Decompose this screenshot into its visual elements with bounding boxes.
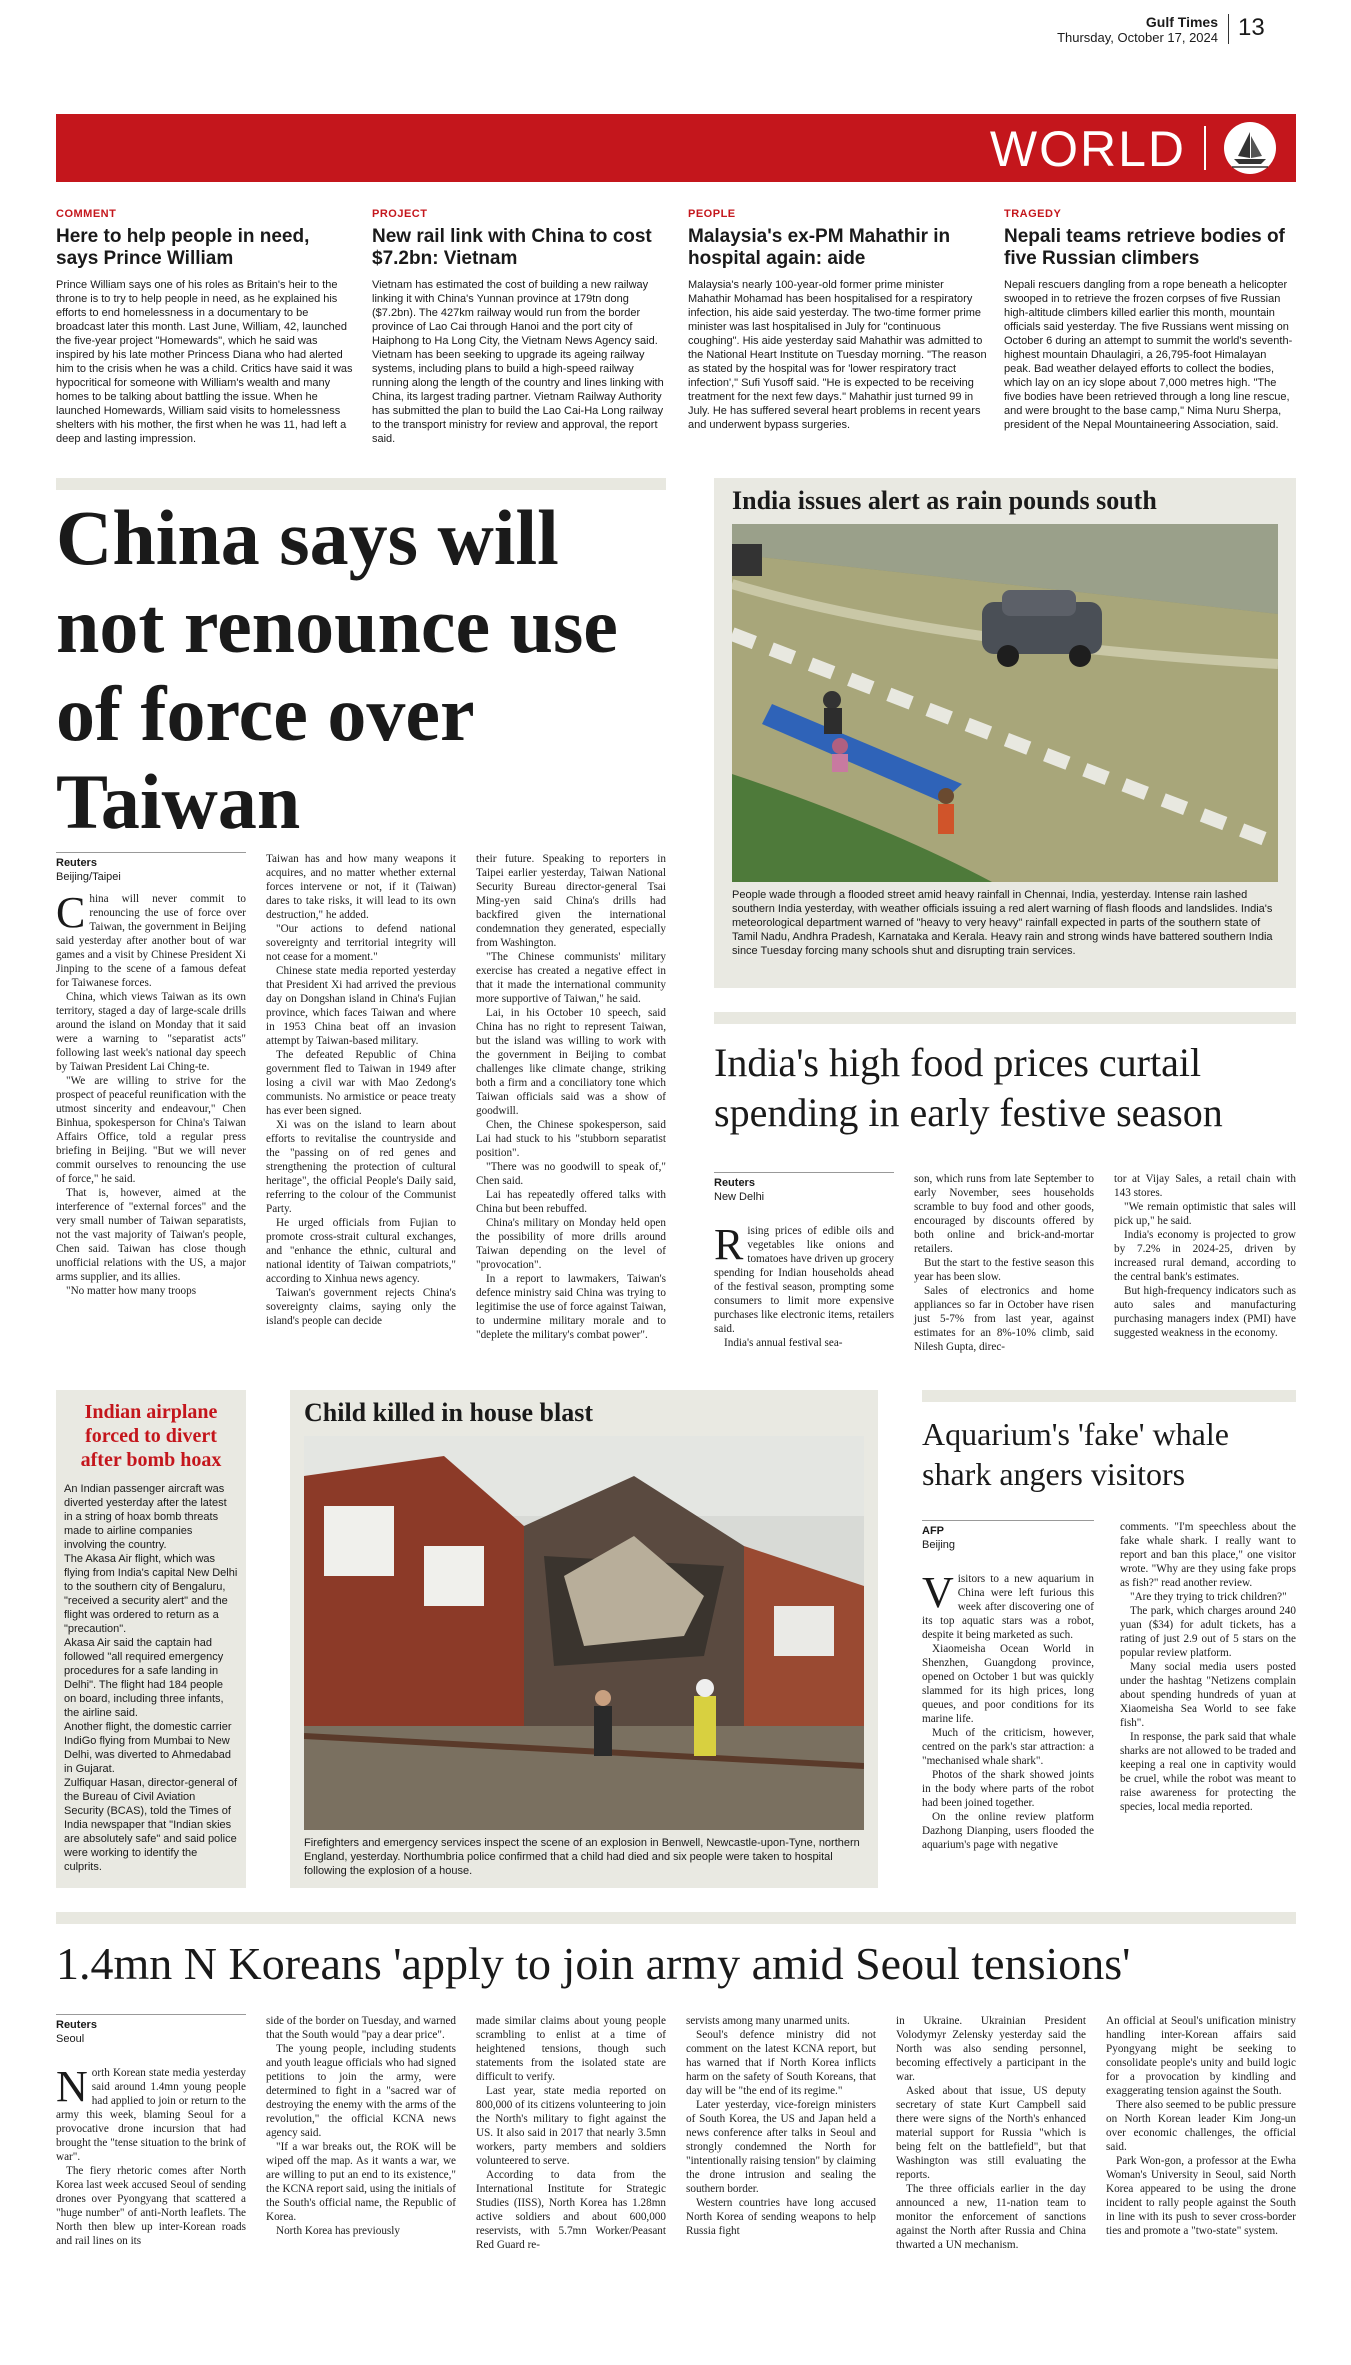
paragraph: The three officials earlier in the day announced a new, 11-nation team to monitor the enforcement of sanctions against the North after Russia and China thwarted a UN mechanism. [896, 2183, 1086, 2251]
china-col-1 [56, 888, 246, 1298]
dropcap: V [922, 1568, 954, 1617]
korea-col-2 [266, 2014, 456, 2238]
food-col-2 [914, 1172, 1094, 1354]
paragraph: Taiwan has and how many weapons it acquires, and no matter whether external forces intervene or not, if it (Taiwan) dares to take risks, it will lead to its own destruction," he added. [266, 853, 456, 921]
paragraph: Later yesterday, vice-foreign ministers of South Korea, the US and Japan held a news conference after talks in Seoul and strongly condemned the North for "intentionally raising tension" by claiming the drone intrusion and sealing the southern border. [686, 2099, 876, 2195]
banner-divider [1204, 126, 1206, 170]
section-title: WORLD [989, 121, 1186, 177]
page-number: 13 [1238, 14, 1265, 41]
paragraph: "There was no goodwill to speak of," Chen said. [476, 1161, 666, 1187]
story-rule [922, 1390, 1296, 1402]
dropcap: R [714, 1220, 744, 1269]
byline-agency: Reuters [56, 857, 97, 869]
section-banner [56, 114, 1296, 182]
paragraph: their future. Speaking to reporters in Taipei earlier yesterday, Taiwan National Security Bureau director-general Tsai Ming-yen said China's drills had backfired given the international condemnation they generated, especially from Washington. [476, 853, 666, 949]
paragraph: tor at Vijay Sales, a retail chain with 143 stores. [1114, 1173, 1296, 1199]
photo-title: India issues alert as rain pounds south [732, 486, 1157, 515]
photo-title: Child killed in house blast [304, 1398, 593, 1427]
byline-dateline: Seoul [56, 2033, 85, 2045]
story-rule [56, 478, 666, 490]
paragraph: The fiery rhetoric comes after North Korea last week accused Seoul of sending drones over Pyongyang that scattered a "huge number" of anti-North leaflets. The North then blew up inter-Korean roads and rail lines on its [56, 2165, 246, 2247]
paragraph: Asked about that issue, US deputy secretary of state Kurt Campbell said there were signs of the North's enhanced material support for Russia "which is being felt on the battlefield", but that Washington was still evaluating the reports. [896, 2085, 1086, 2181]
story-rule [56, 1912, 1296, 1924]
paragraph: Park Won-gon, a professor at the Ewha Woman's University in Seoul, said North Korea appeared to be using the drone incident to rally people against the South in line with its push to sever cross-border ties and promote a "two-state" system. [1106, 2155, 1296, 2237]
paragraph: hina will never commit to renouncing the use of force over Taiwan, the government in Beijing said yesterday after another bout of war games and a visit by Chinese President Xi Jinping to the scene of a famous defeat for Taiwanese forces. [56, 893, 246, 989]
paper-name: Gulf Times [1145, 14, 1218, 30]
korea-col-3 [476, 2014, 666, 2252]
brief-category: COMMENT [56, 208, 117, 220]
brief-comment [56, 208, 356, 446]
korea-col-1 [56, 2062, 246, 2248]
photo-caption: Firefighters and emergency services inspect the scene of an explosion in Benwell, Newcastle-upon-Tyne, northern England, yesterday. Northumbria police confirmed that a child had died and six people were taken to hospital following the explosion of a house. [304, 1837, 860, 1877]
paragraph: The Akasa Air flight, which was flying from India's capital New Delhi to the southern city of Bengaluru, "received a security alert" and the flight was ordered to return as a "precaution". [64, 1553, 238, 1635]
food-col-3 [1114, 1172, 1296, 1340]
paragraph: Chen, the Chinese spokesperson, said Lai had stuck to his "stubborn separatist position". [476, 1119, 666, 1159]
paragraph: orth Korean state media yesterday said around 1.4mn young people had applied to join or return to the army this week, blaming Seoul for a provocative drone incursion that had brought the "tense situation to the brink of war". [56, 2067, 246, 2163]
food-headline: India's high food prices curtail spending in early festive season [714, 1040, 1223, 1135]
brief-body: Nepali rescuers dangling from a rope beneath a helicopter swooped in to retrieve the frozen corpses of five Russian high-altitude climbers killed earlier this month, mountain officials said yesterday. The five Russians went missing on October 6 during an attempt to summit the world's seventh-highest mountain Dhaulagiri, a 26,795-foot Himalayan peak. Bad weather delayed efforts to collect the bodies, which lay on an icy slope about 7,000 metres high. "The five bodies have been retrieved through a long line rescue, and were brought to the base camp," Nima Nuru Sherpa, president of the Nepal Mountaineering Association, said. [1004, 279, 1293, 431]
paragraph: China, which views Taiwan as its own territory, staged a day of large-scale drills around the island on Monday that it said were a warning to "separatist acts" following last week's national day speech by Taiwan President Lai Ching-te. [56, 991, 246, 1073]
korea-byline [56, 2014, 246, 2046]
india-rain-feature [714, 478, 1296, 988]
brief-headline: New rail link with China to cost $7.2bn: Vietnam [372, 226, 652, 269]
photo-caption: People wade through a flooded street amid heavy rainfall in Chennai, India, yesterday. Intense rain lashed southern India yesterday, with weather officials issuing a red alert warning of flash floods and landslides. India's meteorological department warned of "heavy to very heavy" rainfall expected in parts of the southern state of Tamil Nadu, Andhra Pradesh, Karnataka and Kerala. Heavy rain and strong winds have battered southern India since Tuesday forcing many schools shut and disrupting train services. [732, 889, 1273, 957]
paragraph: The young people, including students and youth league officials who had signed petitions to join the army, were determined to fight in a "sacred war of destroying the enemy with the arms of the revolution," the official KCNA news agency said. [266, 2043, 456, 2139]
brief-body: Prince William says one of his roles as Britain's heir to the throne is to try to help people in need, as he explained his efforts to end homelessness in a documentary to be broadcast later this month. Last June, William, 42, launched the five-year project "Homewards", which he said was inspired by his late mother Princess Diana who had alerted him to the crisis when he was a child. Critics have said it was hypocritical for someone with William's wealth and many homes to be talking about battling the issue. When he launched Homewards, William said visits to homelessness shelters with his mother, the first when he was 11, had left a deep and lasting impression. [56, 279, 353, 445]
paragraph: in Ukraine. Ukrainian President Volodymyr Zelensky yesterday said the North was also sending personnel, becoming effectively a participant in the war. [896, 2015, 1086, 2083]
byline-dateline: Beijing [922, 1539, 956, 1551]
paragraph: Much of the criticism, however, centred on the park's star attraction: a "mechanised whale shark". [922, 1727, 1094, 1767]
paragraph: "We remain optimistic that sales will pick up," he said. [1114, 1201, 1296, 1227]
paragraph: Last year, state media reported on 800,000 of its citizens volunteering to join the North's military to fight against the US. It also said in 2017 that nearly 3.5mn workers, party members and soldiers volunteered to serve. [476, 2085, 666, 2167]
paragraph: Lai has repeatedly offered talks with China but been rebuffed. [476, 1189, 666, 1215]
brief-body: Malaysia's nearly 100-year-old former prime minister Mahathir Mohamad has been hospitalised for a respiratory infection, his aide said yesterday. The two-time former prime minister was last hospitalised in July for "continuous coughing". His aide yesterday said Mahathir was admitted to the National Heart Institute on Tuesday morning. "The reason as stated by the hospital was for 'lower respiratory tract infection'," Sufi Yusoff said. "He is expected to be receiving treatment for the next few days." Mahathir just turned 99 in July. He has suffered several heart problems in recent years and underwent bypass surgeries. [688, 279, 987, 431]
brief-project [372, 208, 672, 446]
dropcap: C [56, 888, 86, 937]
paragraph: The park, which charges around 240 yuan ($34) for adult tickets, has a rating of just 2.9 out of 5 stars on the popular review platform. [1120, 1605, 1296, 1659]
paragraph: In a report to lawmakers, Taiwan's defence ministry said China was trying to legitimise the use of force against Taiwan, to undermine military morale and to "deplete the military's combat power". [476, 1273, 666, 1341]
brief-category: PEOPLE [688, 208, 736, 220]
paragraph: "Are they trying to trick children?" [1130, 1591, 1287, 1603]
aquarium-headline: Aquarium's 'fake' whale shark angers visitors [922, 1416, 1229, 1492]
korea-headline: 1.4mn N Koreans 'apply to join army amid Seoul tensions' [56, 1938, 1131, 1989]
paragraph: There also seemed to be public pressure on North Korean leader Kim Jong-un over economic challenges, the official said. [1106, 2099, 1296, 2153]
brief-body: Vietnam has estimated the cost of building a new railway linking it with China's Yunnan province at 179tn dong ($7.2bn). The 427km railway would run from the border province of Lao Cai through Hanoi and the port city of Haiphong to Ha Long City, the Vietnam News Agency said. Vietnam has been seeking to upgrade its ageing railway systems, including plans to build a high-speed railway running along the length of the country and lines linking with China, its largest trading partner. Vietnam Railway Authority has submitted the plan to build the Lao Cai-Ha Long railway to the transport ministry for review and approval, the report said. [372, 279, 664, 445]
sidebar-headline: Indian airplane forced to divert after bomb hoax [80, 1401, 222, 1471]
house-blast-feature [290, 1390, 878, 1888]
paragraph: China's military on Monday held open the possibility of more drills around Taiwan depending on the level of "provocation". [476, 1217, 666, 1271]
paragraph: India's annual festival sea- [724, 1337, 843, 1349]
paragraph: son, which runs from late September to early November, sees households scramble to buy food and other goods, encouraged by discounts offered by both online and brick-and-mortar retailers. [914, 1173, 1094, 1255]
paragraph: India's economy is projected to grow by 7.2% in 2024-25, driven by increased rural demand, according to the central bank's estimates. [1114, 1229, 1296, 1283]
paragraph: According to data from the International Institute for Strategic Studies (IISS), North Korea has 1.28mn active soldiers and about 600,000 reservists, with 5.7mn Worker/Peasant Red Guard re- [476, 2169, 666, 2251]
paragraph: comments. "I'm speechless about the fake whale shark. I really want to report and ban this place," one visitor wrote. "Why are they using fake props as fish?" read another review. [1120, 1521, 1296, 1589]
byline-dateline: New Delhi [714, 1191, 765, 1203]
paragraph: Chinese state media reported yesterday that President Xi had arrived the previous day on Dongshan island in China's Fujian province, which faces Taiwan and where in 1953 China beat off an invasion attempt by Taiwan-based military. [266, 965, 456, 1047]
paragraph: Lai, in his October 10 speech, said China has no right to represent Taiwan, but the island was willing to work with the government in Beijing to combat challenges like climate change, striking both a firm and a conciliatory tone which Taiwan officials said was a show of goodwill. [476, 1007, 666, 1117]
brief-tragedy [1004, 208, 1296, 432]
blast-photo [304, 1436, 864, 1830]
brief-people [688, 208, 988, 432]
aquarium-col-1 [922, 1568, 1094, 1852]
paragraph: The defeated Republic of China government fled to Taiwan in 1949 after losing a civil war with Mao Zedong's communists. No armistice or peace treaty has ever been signed. [266, 1049, 456, 1117]
airplane-sidebar [56, 1390, 246, 1888]
aquarium-byline [922, 1520, 1094, 1552]
food-col-1 [714, 1220, 894, 1350]
paragraph: "The Chinese communists' military exercise has created a negative effect in that it made the international community more supportive of Taiwan," he said. [476, 951, 666, 1005]
paragraph: servists among many unarmed units. [686, 2015, 850, 2027]
korea-col-4 [686, 2014, 876, 2238]
paragraph: He urged officials from Fujian to promote cross-strait cultural exchanges, and "enhance the ethnic, cultural and national identity of Taiwan compatriots," according to Xinhua news agency. [266, 1217, 456, 1285]
byline-agency: Reuters [714, 1177, 755, 1189]
paragraph: Xiaomeisha Ocean World in Shenzhen, Guangdong province, opened on October 1 but was quickly slammed for its high prices, long queues, and poor conditions for its marine life. [922, 1643, 1094, 1725]
issue-date: Thursday, October 17, 2024 [1057, 30, 1218, 45]
paragraph: "No matter how many troops [66, 1285, 197, 1297]
paragraph: Photos of the shark showed joints in the body where parts of the robot had been joined together. [922, 1769, 1094, 1809]
paragraph: Xi was on the island to learn about efforts to revitalise the countryside and the "passing on of red genes and strengthening the protection of cultural heritage", the official People's Daily said, referring to the colour of the Communist Party. [266, 1119, 456, 1215]
paragraph: Taiwan's government rejects China's sovereignty claims, saying only the island's people can decide [266, 1287, 456, 1327]
paragraph: "If a war breaks out, the ROK will be wiped off the map. As it wants a war, we are willing to put an end to its existence," the KCNA report said, using the initials of the South's official name, the Republic of Korea. [266, 2141, 456, 2223]
paragraph: An official at Seoul's unification ministry handling inter-Korean affairs said Pyongyang might be seeking to consolidate people's unity and build logic for a provocation by kindling and exaggerating tension against the South. [1106, 2015, 1296, 2097]
dhow-icon [1224, 122, 1276, 174]
story-rule [714, 1012, 1296, 1024]
korea-col-6 [1106, 2014, 1296, 2238]
china-col-3 [476, 852, 666, 1342]
paragraph: On the online review platform Dazhong Dianping, users flooded the aquarium's page with negative [922, 1811, 1094, 1851]
dropcap: N [56, 2062, 88, 2111]
byline-dateline: Beijing/Taipei [56, 871, 121, 883]
byline-agency: AFP [922, 1525, 944, 1537]
sidebar-body [64, 1482, 238, 1874]
paragraph: "We are willing to strive for the prospect of peaceful reunification with the utmost sincerity and endeavour," Chen Binhua, spokesperson for China's Taiwan Affairs Office, told a regular press briefing in Beijing. "But we will never commit ourselves to renouncing the use of force," he said. [56, 1075, 246, 1185]
brief-category: PROJECT [372, 208, 428, 220]
brief-category: TRAGEDY [1004, 208, 1062, 220]
masthead-divider [1228, 14, 1229, 44]
paragraph: Seoul's defence ministry did not comment on the latest KCNA report, but has warned that if North Korea inflicts harm on the safety of South Koreans, that day will be "the end of its regime." [686, 2029, 876, 2097]
paragraph: Western countries have long accused North Korea of sending weapons to help Russia fight [686, 2197, 876, 2237]
paragraph: isitors to a new aquarium in China were left furious this week after discovering one of its top aquatic stars was a robot, despite it being marketed as such. [922, 1573, 1094, 1641]
paragraph: side of the border on Tuesday, and warned that the South would "pay a dear price". [266, 2015, 456, 2041]
paragraph: An Indian passenger aircraft was diverted yesterday after the latest in a string of hoax bomb threats made to airline companies involving the country. [64, 1483, 227, 1551]
aquarium-col-2 [1120, 1520, 1296, 1814]
food-byline [714, 1172, 894, 1204]
byline-agency: Reuters [56, 2019, 97, 2031]
korea-col-5 [896, 2014, 1086, 2252]
paragraph: But high-frequency indicators such as auto sales and manufacturing purchasing managers index (PMI) have suggested weakness in the economy. [1114, 1285, 1296, 1339]
paragraph: Zulfiquar Hasan, director-general of the Bureau of Civil Aviation Security (BCAS), told the Times of India newspaper that "Indian skies are absolutely safe" and said police were working to identify the culprits. [64, 1777, 238, 1873]
paragraph: That is, however, aimed at the interference of "external forces" and the very small number of Taiwan separatists, not the vast majority of Taiwan's people, Chen said. Taiwan has close though unofficial relations with the US, a major arms supplier, and its allies. [56, 1187, 246, 1283]
paragraph: Another flight, the domestic carrier IndiGo flying from Mumbai to New Delhi, was diverted to Ahmedabad in Gujarat. [64, 1721, 232, 1775]
paragraph: In response, the park said that whale sharks are not allowed to be traded and keeping a real one in captivity would be cruel, while the robot was meant to raise awareness for protecting the species, local media reported. [1120, 1731, 1296, 1813]
brief-headline: Nepali teams retrieve bodies of five Russian climbers [1004, 226, 1285, 269]
paragraph: made similar claims about young people scrambling to enlist at a time of heightened tensions, though such statements from the isolated state are difficult to verify. [476, 2015, 666, 2083]
china-byline [56, 852, 246, 884]
paragraph: ising prices of edible oils and vegetables like onions and tomatoes have driven up grocery spending for Indian households ahead of the festival season, prompting some consumers to limit more expensive purchases like electronic items, retailers said. [714, 1225, 894, 1335]
brief-headline: Here to help people in need, says Prince William [56, 226, 310, 269]
china-headline: China says will not renounce use of force over Taiwan [56, 494, 618, 845]
paragraph: But the start to the festive season this year has been slow. [914, 1257, 1094, 1283]
paragraph: North Korea has previously [276, 2225, 400, 2237]
paragraph: Many social media users posted under the hashtag "Netizens complain about spending hundreds of yuan at Xiaomeisha Sea World to see fake fish". [1120, 1661, 1296, 1729]
paragraph: "Our actions to defend national sovereignty and territorial integrity will not cease for a moment." [266, 923, 456, 963]
paragraph: Sales of electronics and home appliances so far in October have risen just 5-7% from last year, against estimates for an 8%-10% climb, said Nilesh Gupta, direc- [914, 1285, 1094, 1353]
brief-headline: Malaysia's ex-PM Mahathir in hospital again: aide [688, 226, 951, 269]
china-col-2 [266, 852, 456, 1328]
paragraph: Akasa Air said the captain had followed "all required emergency procedures for a safe landing in Delhi". The flight had 184 people on board, including three infants, the airline said. [64, 1637, 224, 1719]
flood-photo [732, 524, 1278, 882]
